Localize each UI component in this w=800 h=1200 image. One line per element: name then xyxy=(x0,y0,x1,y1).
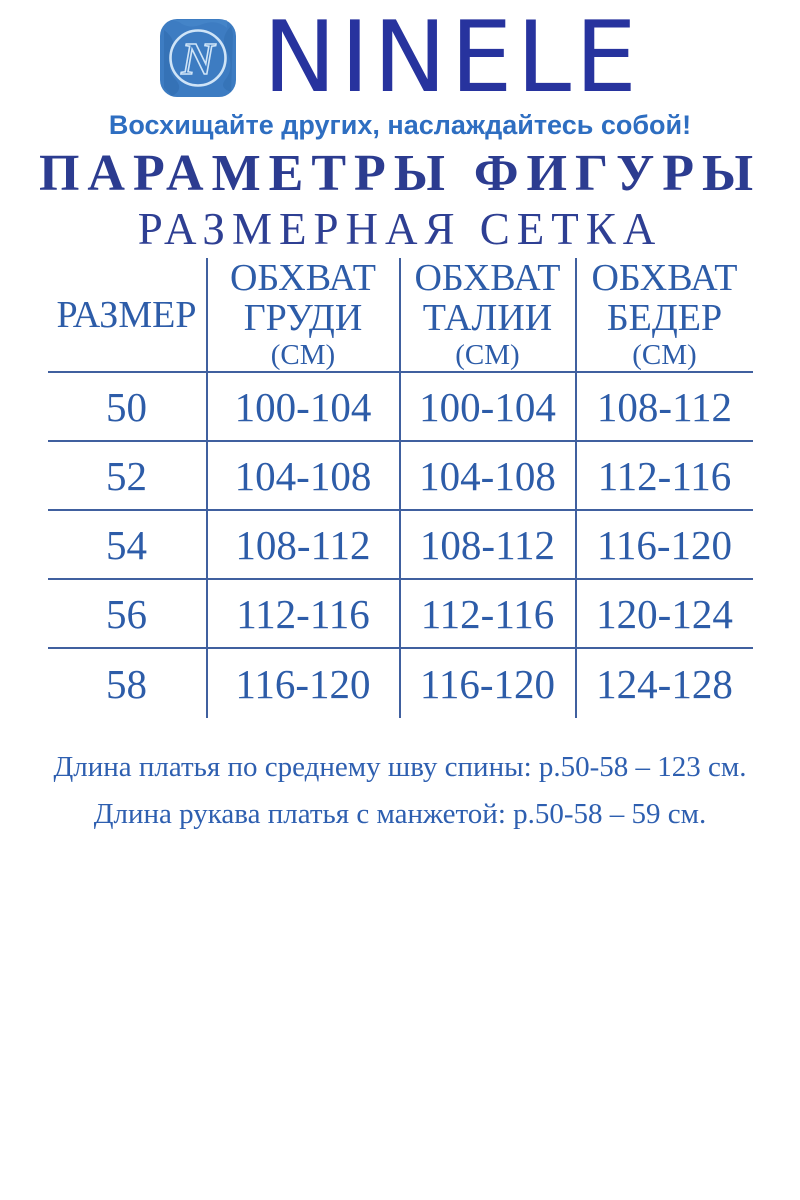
size-cell: 52 xyxy=(48,442,208,511)
column-header-waist-unit: (СМ) xyxy=(455,339,520,371)
measurement-notes xyxy=(0,751,800,831)
waist-cell: 108-112 xyxy=(401,511,577,580)
waist-cell: 104-108 xyxy=(401,442,577,511)
brand-tagline: Восхищайте других, наслаждайтесь собой! xyxy=(108,110,692,140)
waist-cell: 116-120 xyxy=(401,649,577,718)
hips-cell: 124-128 xyxy=(596,660,733,707)
page-title: ПАРАМЕТРЫ ФИГУРЫ xyxy=(38,145,762,202)
waist-cell: 100-104 xyxy=(401,373,577,442)
brand-header xyxy=(0,0,800,141)
hips-cell: 108-112 xyxy=(577,373,753,442)
size-cell: 58 xyxy=(48,649,208,718)
column-header-hips-line2: БЕДЕР xyxy=(606,297,723,339)
column-header-hips-unit: (СМ) xyxy=(632,339,697,371)
size-table xyxy=(48,258,753,718)
brand-wordmark: NINELE xyxy=(263,1,641,115)
column-header-waist-line2: ТАЛИИ xyxy=(422,297,553,339)
column-header-waist xyxy=(401,258,577,373)
chest-cell: 104-108 xyxy=(208,442,401,511)
column-header-waist-line1: ОБХВАТ xyxy=(414,257,561,299)
column-header-chest-unit: (СМ) xyxy=(270,339,336,371)
size-cell: 56 xyxy=(48,580,208,649)
column-header-chest-line2: ГРУДИ xyxy=(243,297,363,339)
hips-cell: 112-116 xyxy=(577,442,753,511)
note-dress-length: Длина платья по среднему шву спины: р.50-58 – 123 см. xyxy=(53,751,747,783)
size-cell: 54 xyxy=(48,511,208,580)
page-subtitle: РАЗМЕРНАЯ СЕТКА xyxy=(137,204,663,254)
size-cell: 50 xyxy=(48,373,208,442)
chest-cell: 100-104 xyxy=(208,373,401,442)
column-header-size: РАЗМЕР xyxy=(48,258,208,373)
brand-logo xyxy=(0,0,800,115)
chest-cell: 112-116 xyxy=(208,580,401,649)
hips-cell: 116-120 xyxy=(577,511,753,580)
chest-cell: 108-112 xyxy=(208,511,401,580)
column-header-hips-line1: ОБХВАТ xyxy=(591,257,738,299)
note-sleeve-length: Длина рукава платья с манжетой: р.50-58 – 59 см. xyxy=(93,798,707,830)
hips-cell: 120-124 xyxy=(577,580,753,649)
column-header-chest xyxy=(208,258,401,373)
waist-cell: 112-116 xyxy=(401,580,577,649)
column-header-hips xyxy=(577,258,753,373)
column-header-chest-line1: ОБХВАТ xyxy=(229,257,377,299)
chest-cell: 116-120 xyxy=(208,649,401,718)
ninele-n-monogram-icon xyxy=(159,18,237,98)
svg-text:N: N xyxy=(181,33,215,84)
